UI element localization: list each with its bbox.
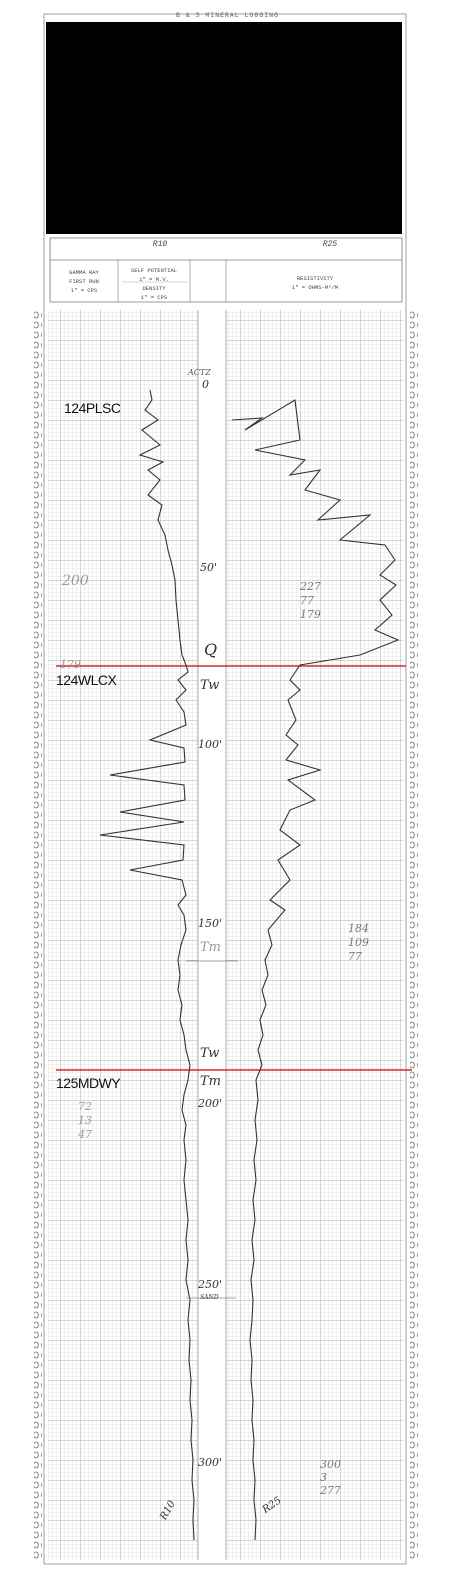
resistivity-scale: 1" = OHMS-M²/M — [291, 284, 339, 291]
marker-label-125mdwy: 125MDWY — [56, 1075, 121, 1091]
left-sprocket-holes — [34, 310, 42, 1560]
gamma-ray-subtitle: FIRST RUN — [69, 278, 99, 285]
location-right: R25 — [322, 240, 338, 249]
gamma-ray-title: GAMMA RAY — [69, 269, 99, 276]
note-tm-faint: Tm — [200, 940, 221, 955]
depth-label-250: 250' — [198, 1278, 223, 1291]
gamma-ray-header — [52, 268, 116, 295]
marker-label-124plsc: 124PLSC — [64, 400, 121, 416]
self-potential-scale: 1" = M.V. — [139, 276, 169, 283]
note-tw: Tw — [200, 678, 220, 693]
density-header — [120, 284, 188, 302]
depth-label-150: 150' — [198, 917, 223, 930]
resistivity-header — [250, 274, 380, 292]
self-potential-title: SELF POTENTIAL — [130, 267, 178, 274]
note-tm: Tm — [200, 1074, 221, 1089]
note-bottom-right: R25 — [260, 1495, 284, 1516]
right-sprocket-holes — [410, 310, 418, 1560]
location-left: R10 — [152, 240, 168, 249]
note-bottom-left: R10 — [158, 1498, 178, 1523]
self-potential-header — [120, 266, 188, 284]
gamma-ray-scale: 1" = CPS — [70, 287, 98, 294]
marker-label-124wlcx: 124WLCX — [56, 672, 117, 688]
note-res-block-3: 300 3 277 — [320, 1458, 341, 1497]
density-title: DENSITY — [142, 285, 166, 292]
note-left-block: 72 13 47 — [78, 1100, 92, 1141]
depth-label-0: 0 — [202, 378, 209, 391]
depth-label-200: 200' — [198, 1097, 223, 1110]
note-gr-200: 200 — [62, 573, 89, 589]
note-tw-lower: Tw — [200, 1046, 220, 1061]
note-res-block-2: 184 109 77 — [348, 922, 369, 963]
note-res-block-1: 227 77 179 — [300, 580, 321, 621]
note-actz: ACTZ — [188, 368, 211, 377]
note-q: Q — [204, 640, 218, 659]
header-company: B & S MINERAL LOGGING — [176, 12, 279, 19]
note-sand: SAND — [200, 1294, 219, 1301]
depth-label-50: 50' — [200, 561, 218, 574]
resistivity-title: RESISTIVITY — [296, 275, 334, 282]
note-gr-179: 179 — [60, 658, 81, 671]
depth-label-100: 100' — [198, 738, 223, 751]
depth-track — [198, 310, 226, 1560]
depth-label-300: 300' — [198, 1456, 223, 1469]
density-scale: 1" = CPS — [140, 294, 168, 301]
